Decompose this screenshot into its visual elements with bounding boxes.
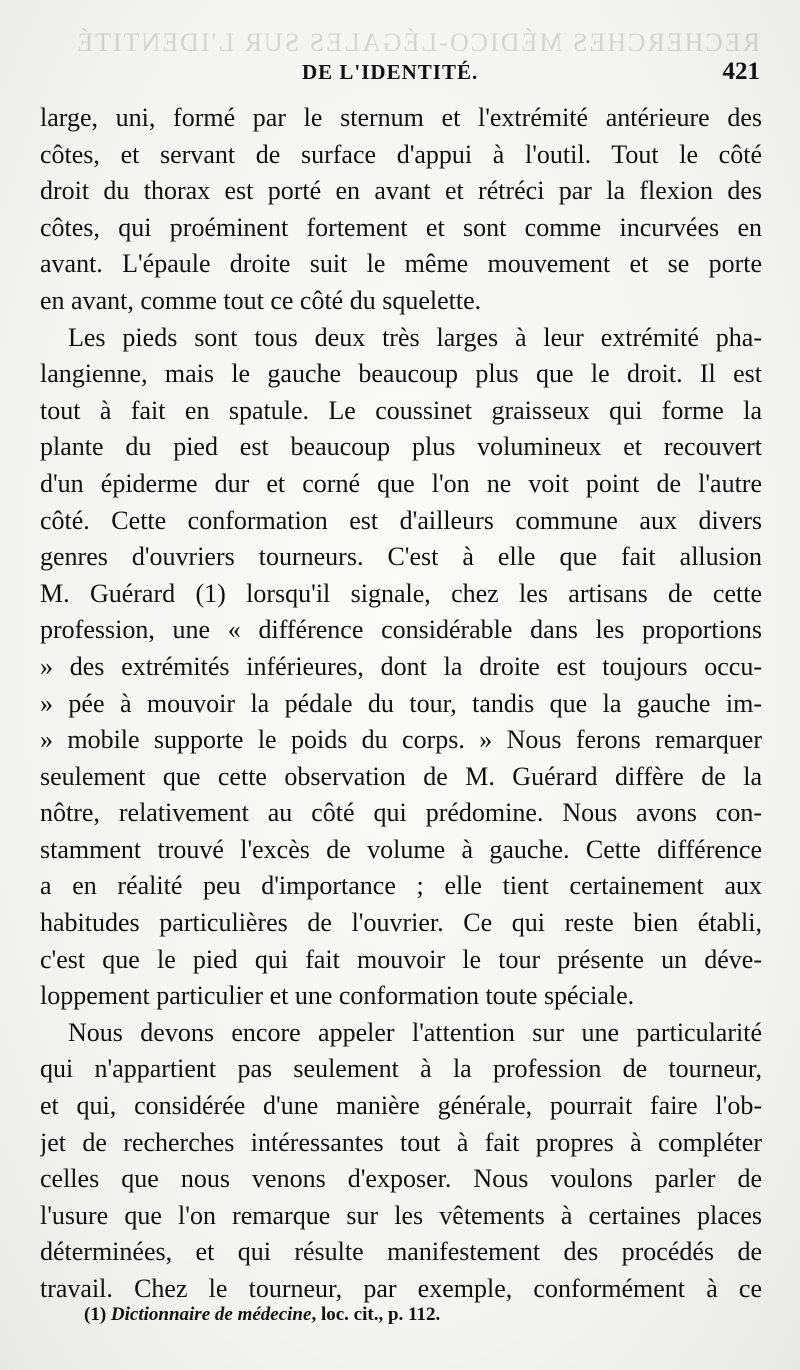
text-line: côté. Cette conformation est d'ailleurs commune aux divers [40, 505, 762, 535]
text-line: nôtre, relativement au côté qui prédomine. Nous avons con- [40, 798, 762, 828]
text-line: avant. L'épaule droite suit le même mouvement et se porte [40, 249, 762, 279]
text-line: l'usure que l'on remarque sur les vêtements à certaines places [40, 1200, 762, 1230]
text-line: travail. Chez le tourneur, par exemple, conformément à ce [40, 1274, 762, 1303]
text-line: seulement que cette observation de M. Guérard diffère de la [40, 761, 762, 791]
text-line: loppement particulier et une conformation toute spéciale. [40, 981, 635, 1011]
text-line: celles que nous venons d'exposer. Nous voulons parler de [40, 1164, 762, 1194]
text-line: tout à fait en spatule. Le coussinet graisseux qui forme la [40, 395, 762, 425]
page-header [40, 58, 760, 98]
text-line: Nous devons encore appeler l'attention sur une particularité [68, 1017, 762, 1047]
text-line: plante du pied est beaucoup plus volumineux et recouvert [40, 432, 762, 462]
text-line: M. Guérard (1) lorsqu'il signale, chez les artisans de cette [40, 578, 762, 608]
text-line: » des extrémités inférieures, dont la droite est toujours occu- [40, 651, 762, 681]
footnote-reference: , loc. cit., p. 112. [311, 1304, 441, 1325]
footnote [84, 1304, 440, 1326]
text-line: côtes, qui proéminent fortement et sont comme incurvées en [40, 212, 762, 242]
text-line: stamment trouvé l'excès de volume à gauche. Cette différence [40, 834, 762, 864]
text-line: habitudes particulières de l'ouvrier. Ce qui reste bien établi, [40, 908, 762, 938]
text-line: déterminées, et qui résulte manifestement des procédés de [40, 1237, 762, 1267]
text-line: langienne, mais le gauche beaucoup plus que le droit. Il est [40, 359, 762, 389]
text-line: » mobile supporte le poids du corps. » Nous ferons remarquer [40, 725, 762, 755]
page-number: 421 [722, 58, 760, 85]
text-line: profession, une « différence considérable dans les proportions [40, 615, 762, 645]
text-line: et qui, considérée d'une manière générale, pourrait faire l'ob- [40, 1091, 762, 1121]
body-text [40, 100, 762, 1308]
text-line: » pée à mouvoir la pédale du tour, tandis que la gauche im- [40, 688, 762, 718]
footnote-marker: (1) [84, 1304, 107, 1325]
text-line: côtes, et servant de surface d'appui à l'outil. Tout le côté [40, 139, 762, 169]
running-head: DE L'IDENTITÉ. [302, 60, 479, 84]
text-line: genres d'ouvriers tourneurs. C'est à elle que fait allusion [40, 542, 762, 572]
text-line: large, uni, formé par le sternum et l'extrémité antérieure des [40, 103, 762, 132]
text-line: d'un épiderme dur et corné que l'on ne voit point de l'autre [40, 468, 762, 498]
bleed-through-text: RECHERCHES MÉDICO-LÉGALES SUR L'IDENTITÉ [75, 28, 760, 57]
footnote-title: Dictionnaire de médecine [110, 1304, 312, 1325]
text-line: jet de recherches intéressantes tout à fait propres à compléter [40, 1127, 762, 1157]
text-line: qui n'appartient pas seulement à la profession de tourneur, [40, 1054, 762, 1084]
text-line: Les pieds sont tous deux très larges à leur extrémité pha- [68, 322, 762, 352]
text-line: a en réalité peu d'importance ; elle tient certainement aux [40, 871, 762, 901]
text-line: droit du thorax est porté en avant et rétréci par la flexion des [40, 176, 762, 206]
text-line: en avant, comme tout ce côté du squelette. [40, 285, 482, 315]
text-line: c'est que le pied qui fait mouvoir le tour présente un déve- [40, 944, 762, 974]
